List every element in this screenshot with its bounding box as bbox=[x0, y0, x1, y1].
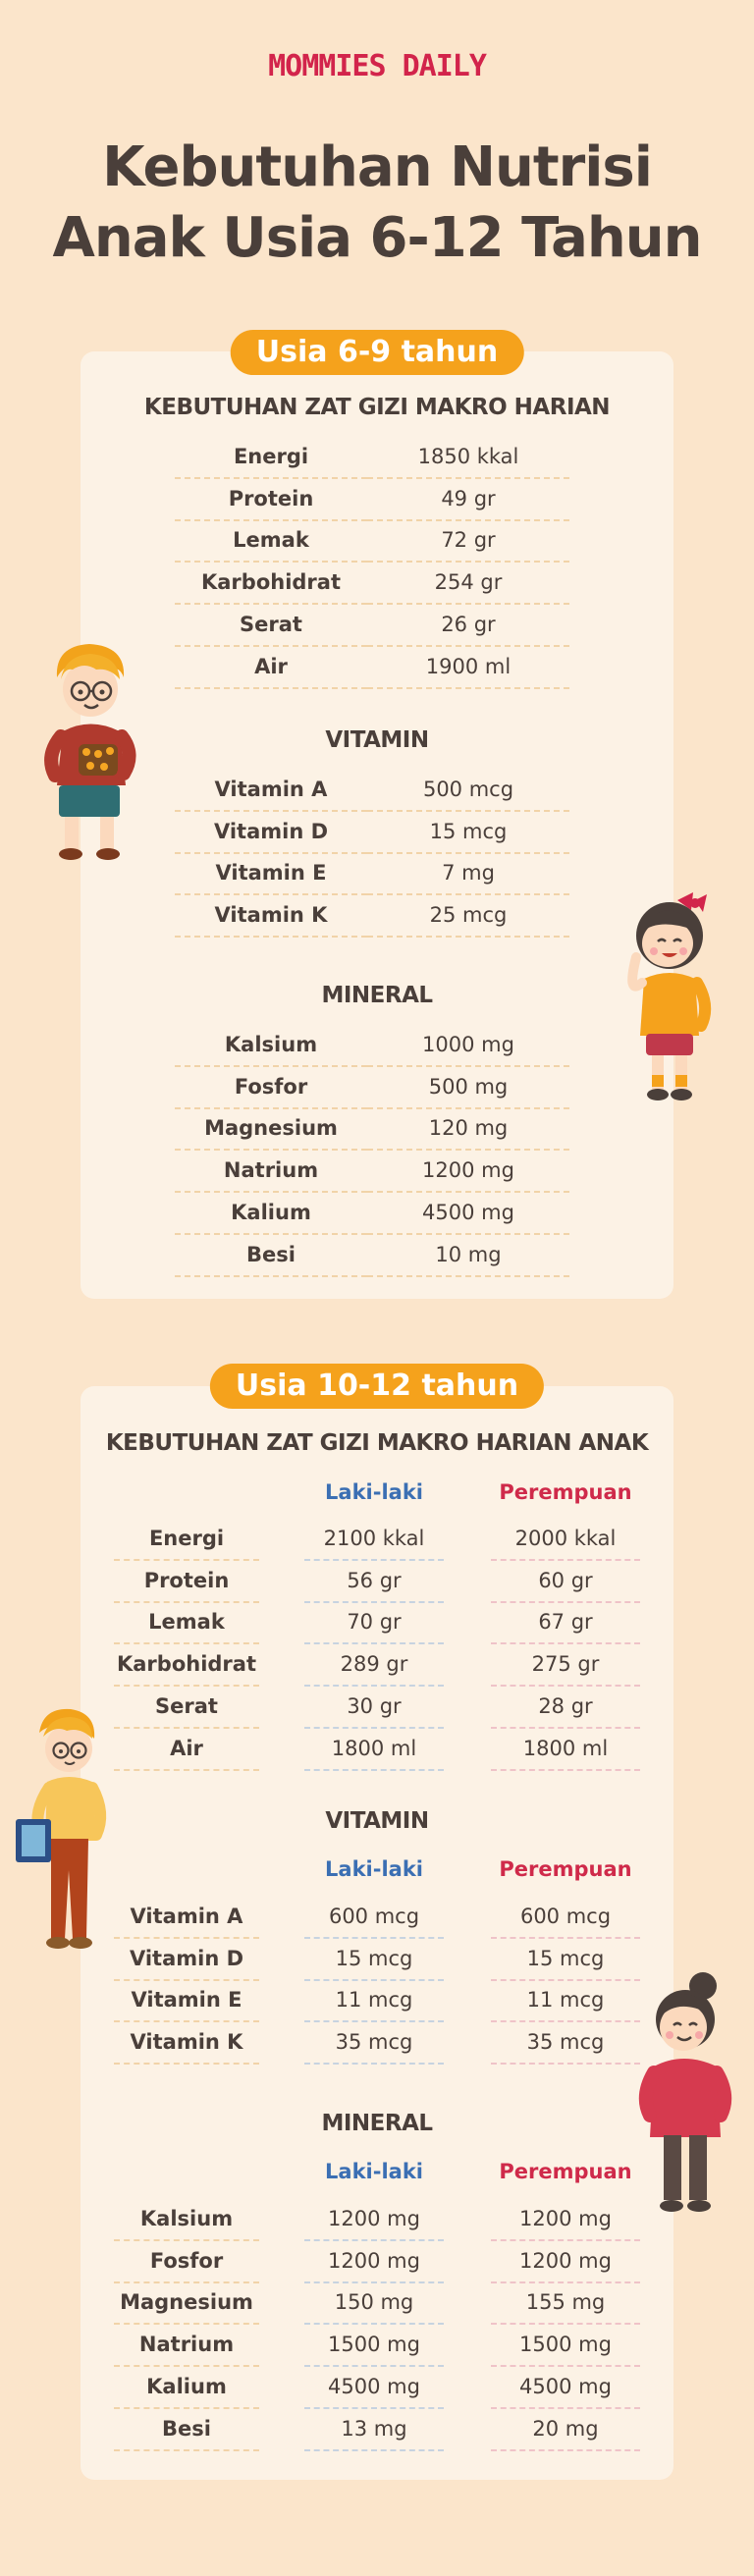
age-6-9-pill: Usia 6-9 tahun bbox=[231, 330, 524, 375]
row-value: 1850 kkal bbox=[367, 436, 569, 479]
age2-makro-heading: KEBUTUHAN ZAT GIZI MAKRO HARIAN ANAK bbox=[105, 1430, 649, 1456]
row-label: Energi bbox=[114, 1518, 259, 1561]
row-label: Vitamin K bbox=[175, 894, 367, 938]
brand-logo: MOMMIES DAILY bbox=[268, 49, 486, 83]
row-label: Lemak bbox=[114, 1601, 259, 1644]
row-value-female: 1200 mg bbox=[491, 2198, 640, 2241]
age2-mineral-heading: MINERAL bbox=[321, 2111, 433, 2136]
row-value: 72 gr bbox=[367, 519, 569, 563]
table-row bbox=[0, 1601, 754, 1642]
row-label: Karbohidrat bbox=[114, 1643, 259, 1687]
row-label: Magnesium bbox=[175, 1107, 367, 1151]
row-value: 1200 mg bbox=[367, 1150, 569, 1193]
row-label: Natrium bbox=[114, 2324, 259, 2367]
row-label: Serat bbox=[114, 1686, 259, 1729]
row-label: Kalium bbox=[175, 1192, 367, 1235]
row-label: Vitamin D bbox=[175, 811, 367, 854]
boy-with-cookies-illustration bbox=[35, 638, 143, 864]
row-label: Kalium bbox=[114, 2366, 259, 2409]
row-label: Fosfor bbox=[114, 2240, 259, 2283]
row-label: Serat bbox=[175, 604, 367, 647]
age2-makro-female-header: Perempuan bbox=[499, 1480, 632, 1504]
row-value-female: 11 mcg bbox=[491, 1979, 640, 2022]
row-value-female: 275 gr bbox=[491, 1643, 640, 1687]
page-title-line-2: Anak Usia 6-12 Tahun bbox=[52, 206, 702, 270]
row-value-female: 15 mcg bbox=[491, 1938, 640, 1981]
age2-vitamin-heading: VITAMIN bbox=[325, 1808, 429, 1834]
row-value-female: 155 mg bbox=[491, 2281, 640, 2325]
row-value: 49 gr bbox=[367, 478, 569, 521]
row-value-female: 67 gr bbox=[491, 1601, 640, 1644]
row-value-female: 1500 mg bbox=[491, 2324, 640, 2367]
table-row bbox=[0, 1234, 754, 1275]
table-row bbox=[0, 519, 754, 561]
age1-mineral-heading: MINERAL bbox=[321, 983, 433, 1008]
row-value-female: 1200 mg bbox=[491, 2240, 640, 2283]
row-label: Besi bbox=[175, 1234, 367, 1277]
row-value: 7 mg bbox=[367, 852, 569, 895]
row-value-male: 150 mg bbox=[304, 2281, 444, 2325]
row-value-male: 11 mcg bbox=[304, 1979, 444, 2022]
row-value-female: 2000 kkal bbox=[491, 1518, 640, 1561]
row-value-female: 35 mcg bbox=[491, 2021, 640, 2065]
row-label: Air bbox=[114, 1728, 259, 1771]
row-label: Fosfor bbox=[175, 1066, 367, 1109]
row-label: Karbohidrat bbox=[175, 562, 367, 605]
age2-vitamin-female-header: Perempuan bbox=[499, 1857, 632, 1881]
table-row bbox=[0, 436, 754, 477]
row-label: Protein bbox=[114, 1560, 259, 1603]
row-value-female: 20 mg bbox=[491, 2408, 640, 2451]
row-value-male: 1800 ml bbox=[304, 1728, 444, 1771]
row-label: Vitamin E bbox=[114, 1979, 259, 2022]
row-label: Besi bbox=[114, 2408, 259, 2451]
table-row bbox=[0, 478, 754, 519]
table-row bbox=[0, 2366, 754, 2407]
row-label: Air bbox=[175, 646, 367, 689]
row-value-male: 56 gr bbox=[304, 1560, 444, 1603]
row-value: 500 mg bbox=[367, 1066, 569, 1109]
row-value: 1900 ml bbox=[367, 646, 569, 689]
row-value-female: 28 gr bbox=[491, 1686, 640, 1729]
page-title bbox=[0, 133, 754, 274]
row-value-male: 30 gr bbox=[304, 1686, 444, 1729]
table-row bbox=[0, 1192, 754, 1233]
row-label: Lemak bbox=[175, 519, 367, 563]
girl-with-bun-illustration bbox=[638, 1968, 736, 2233]
row-value-male: 35 mcg bbox=[304, 2021, 444, 2065]
table-row bbox=[0, 1518, 754, 1559]
row-label: Kalsium bbox=[114, 2198, 259, 2241]
row-label: Vitamin A bbox=[175, 769, 367, 812]
table-row bbox=[0, 2324, 754, 2365]
table-row bbox=[0, 2281, 754, 2323]
row-value: 500 mcg bbox=[367, 769, 569, 812]
table-row bbox=[0, 1150, 754, 1191]
row-value-male: 600 mcg bbox=[304, 1896, 444, 1939]
girl-with-bow-illustration bbox=[620, 888, 719, 1109]
row-value: 15 mcg bbox=[367, 811, 569, 854]
row-label: Kalsium bbox=[175, 1024, 367, 1067]
age2-mineral-female-header: Perempuan bbox=[499, 2160, 632, 2183]
row-value-male: 13 mg bbox=[304, 2408, 444, 2451]
row-label: Magnesium bbox=[114, 2281, 259, 2325]
table-row bbox=[0, 1107, 754, 1149]
row-value-male: 15 mcg bbox=[304, 1938, 444, 1981]
row-value-male: 1200 mg bbox=[304, 2198, 444, 2241]
age1-makro-heading: KEBUTUHAN ZAT GIZI MAKRO HARIAN bbox=[143, 395, 611, 420]
row-value: 120 mg bbox=[367, 1107, 569, 1151]
table-row bbox=[0, 1560, 754, 1601]
age2-mineral-male-header: Laki-laki bbox=[325, 2160, 423, 2183]
row-value-male: 289 gr bbox=[304, 1643, 444, 1687]
table-row bbox=[0, 562, 754, 603]
row-value-female: 600 mcg bbox=[491, 1896, 640, 1939]
row-label: Protein bbox=[175, 478, 367, 521]
row-value: 4500 mg bbox=[367, 1192, 569, 1235]
row-label: Vitamin A bbox=[114, 1896, 259, 1939]
table-row bbox=[0, 1643, 754, 1685]
row-label: Vitamin D bbox=[114, 1938, 259, 1981]
row-value-male: 1200 mg bbox=[304, 2240, 444, 2283]
row-label: Vitamin K bbox=[114, 2021, 259, 2065]
row-value-male: 4500 mg bbox=[304, 2366, 444, 2409]
row-label: Energi bbox=[175, 436, 367, 479]
row-value-male: 1500 mg bbox=[304, 2324, 444, 2367]
age2-vitamin-male-header: Laki-laki bbox=[325, 1857, 423, 1881]
row-value-male: 70 gr bbox=[304, 1601, 444, 1644]
row-value: 254 gr bbox=[367, 562, 569, 605]
row-label: Vitamin E bbox=[175, 852, 367, 895]
row-value-female: 4500 mg bbox=[491, 2366, 640, 2409]
row-value-male: 2100 kkal bbox=[304, 1518, 444, 1561]
page-title-line-1: Kebutuhan Nutrisi bbox=[102, 135, 652, 199]
table-row bbox=[0, 2408, 754, 2449]
age2-makro-male-header: Laki-laki bbox=[325, 1480, 423, 1504]
row-value: 10 mg bbox=[367, 1234, 569, 1277]
row-value-female: 1800 ml bbox=[491, 1728, 640, 1771]
row-value: 26 gr bbox=[367, 604, 569, 647]
row-value: 1000 mg bbox=[367, 1024, 569, 1067]
boy-with-book-illustration bbox=[10, 1703, 118, 1963]
row-label: Natrium bbox=[175, 1150, 367, 1193]
age-10-12-pill: Usia 10-12 tahun bbox=[210, 1364, 544, 1409]
age1-vitamin-heading: VITAMIN bbox=[325, 727, 429, 753]
table-row bbox=[0, 2240, 754, 2281]
row-value: 25 mcg bbox=[367, 894, 569, 938]
row-value-female: 60 gr bbox=[491, 1560, 640, 1603]
